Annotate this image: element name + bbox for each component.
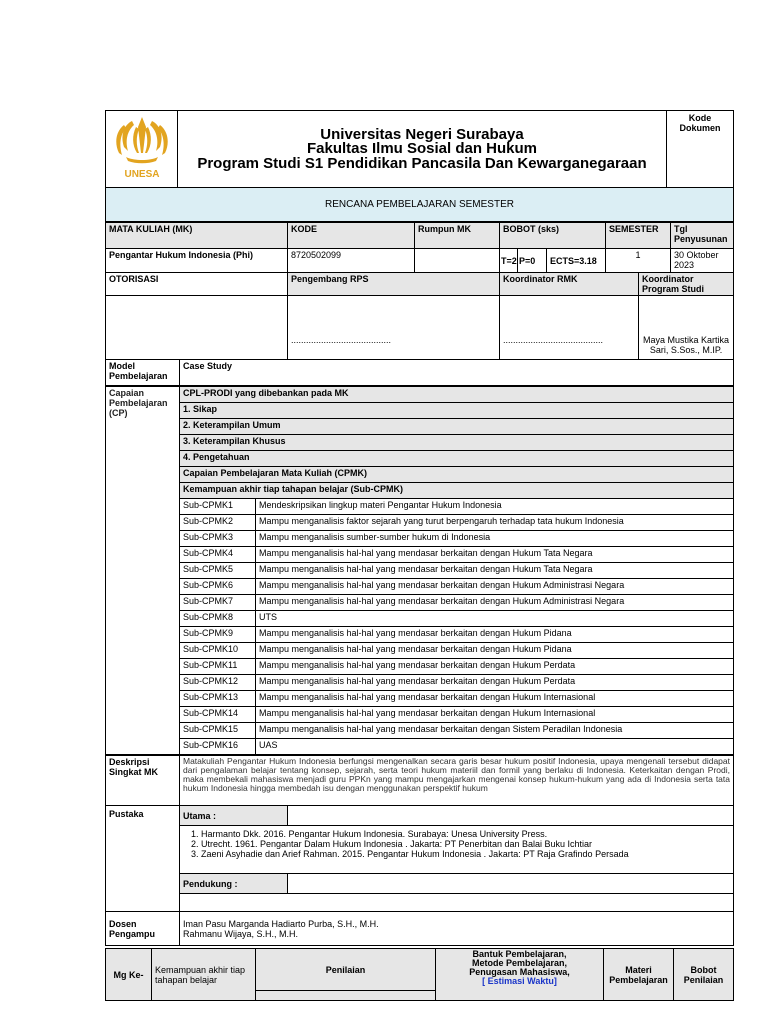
materi-header: Materi Pembelajaran [604, 949, 674, 1001]
cpmk-header: Capaian Pembelajaran Mata Kuliah (CPMK) [180, 467, 734, 483]
cpl-prodi-header: CPL-PRODI yang dibebankan pada MK [180, 387, 734, 403]
model-value: Case Study [180, 360, 734, 386]
estimasi-waktu: [ Estimasi Waktu] [482, 976, 557, 986]
tgl-header: Tgl Penyusunan [671, 223, 734, 249]
mg-header: Mg Ke- [106, 949, 152, 1001]
pustaka-label: Pustaka [106, 806, 180, 912]
schedule-header-table [105, 948, 734, 1001]
course-semester: 1 [606, 249, 671, 273]
sub-cpmk-desc: Mampu menganalisis hal-hal yang mendasar berkaitan dengan Hukum Internasional [256, 691, 734, 707]
penilaian-header: Penilaian [256, 949, 436, 991]
bantuk-header: Bantuk Pembelajaran, Metode Pembelajaran, Penugasan Mahasiswa, [ Estimasi Waktu] [436, 949, 604, 1001]
sub-cpmk-code: Sub-CPMK16 [180, 739, 256, 755]
sub-cpmk-code: Sub-CPMK3 [180, 531, 256, 547]
course-tgl: 30 Oktober 2023 [671, 249, 734, 273]
koordinator-rmk-header: Koordinator RMK [500, 273, 639, 296]
table-row [106, 675, 734, 691]
course-info-table [105, 222, 734, 386]
table-row [106, 739, 734, 755]
bobot-header: BOBOT (sks) [500, 223, 606, 249]
sub-cpmk-desc: Mampu menganalisis hal-hal yang mendasar berkaitan dengan Hukum Administrasi Negara [256, 595, 734, 611]
sub-cpmk-code: Sub-CPMK2 [180, 515, 256, 531]
sub-cpmk-desc: Mampu menganalisis hal-hal yang mendasar berkaitan dengan Hukum Administrasi Negara [256, 579, 734, 595]
sub-cpmk-code: Sub-CPMK15 [180, 723, 256, 739]
table-row [106, 515, 734, 531]
course-ects: ECTS=3.18 [547, 249, 606, 273]
rumpun-header: Rumpun MK [415, 223, 500, 249]
bobot-penilaian-header: Bobot Penilaian [674, 949, 734, 1001]
header-titles [178, 111, 667, 188]
kode-header: KODE [288, 223, 415, 249]
sub-cpmk-desc: Mampu menganalisis faktor sejarah yang turut berpengaruh terhadap tata hukum Indonesia [256, 515, 734, 531]
sub-cpmk-desc: Mampu menganalisis hal-hal yang mendasar berkaitan dengan Hukum Tata Negara [256, 547, 734, 563]
sub-cpmk-code: Sub-CPMK13 [180, 691, 256, 707]
otorisasi-blank [106, 296, 288, 360]
deskripsi-label: Deskripsi Singkat MK [106, 756, 180, 806]
table-row [106, 547, 734, 563]
ket-khusus-header: 3. Keterampilan Khusus [180, 435, 734, 451]
cp-label: Capaian Pembelajaran (CP) [106, 387, 180, 755]
faculty-name: Fakultas Ilmu Sosial dan Hukum [306, 140, 538, 157]
sikap-header: 1. Sikap [180, 403, 734, 419]
pengetahuan-header: 4. Pengetahuan [180, 451, 734, 467]
sub-cpmk-code: Sub-CPMK5 [180, 563, 256, 579]
list-item: 1. Harmanto Dkk. 2016. Pengantar Hukum Indonesia. Surabaya: Unesa University Press. [201, 829, 730, 839]
table-row [106, 643, 734, 659]
program-name: Program Studi S1 Pendidikan Pancasila Dan Kewarganegaraan [197, 155, 647, 172]
sub-cpmk-desc: Mampu menganalisis hal-hal yang mendasar berkaitan dengan Sistem Peradilan Indonesia [256, 723, 734, 739]
list-item: 2. Utrecht. 1961. Pengantar Dalam Hukum Indonesia . Jakarta: PT Penerbitan dan Balai Buku Ichtiar [201, 839, 730, 849]
table-row [106, 627, 734, 643]
deskripsi-pustaka-table [105, 755, 734, 946]
sub-cpmk-code: Sub-CPMK11 [180, 659, 256, 675]
sub-cpmk-code: Sub-CPMK8 [180, 611, 256, 627]
ket-umum-header: 2. Keterampilan Umum [180, 419, 734, 435]
semester-header: SEMESTER [606, 223, 671, 249]
table-row [106, 659, 734, 675]
university-name: Universitas Negeri Surabaya [320, 126, 524, 143]
utama-blank [288, 806, 734, 826]
table-row [106, 723, 734, 739]
unesa-logo [106, 111, 178, 188]
list-item: 3. Zaeni Asyhadie dan Arief Rahman. 2015. Pengantar Hukum Indonesia . Jakarta: PT Raja Grafindo Persada [201, 849, 730, 859]
sub-cpmk-desc: Mampu menganalisis hal-hal yang mendasar berkaitan dengan Hukum Tata Negara [256, 563, 734, 579]
utama-label: Utama : [180, 806, 288, 826]
pengembang-header: Pengembang RPS [288, 273, 500, 296]
document-header [105, 110, 734, 222]
course-t: T=2 [500, 249, 518, 273]
sub-cpmk-desc: Mampu menganalisis sumber-sumber hukum di Indonesia [256, 531, 734, 547]
koordinator-prodi-name: Maya Mustika Kartika Sari, S.Sos., M.IP. [639, 296, 734, 360]
koordinator-rmk-signature: ........................................ [500, 296, 639, 360]
pendukung-content [180, 894, 734, 912]
logo-text: UNESA [123, 169, 160, 180]
table-row [106, 563, 734, 579]
unesa-emblem-icon [110, 113, 174, 183]
table-row [106, 579, 734, 595]
dosen-name: Iman Pasu Marganda Hadiarto Purba, S.H., M.H. [183, 918, 379, 929]
cp-table [105, 386, 734, 755]
sub-cpmk-desc: Mampu menganalisis hal-hal yang mendasar berkaitan dengan Hukum Perdata [256, 675, 734, 691]
pendukung-blank [288, 874, 734, 894]
table-row [106, 691, 734, 707]
dosen-names [180, 912, 734, 946]
sub-cpmk-code: Sub-CPMK9 [180, 627, 256, 643]
kemampuan-header: Kemampuan akhir tiap tahapan belajar [152, 949, 256, 1001]
sub-cpmk-code: Sub-CPMK7 [180, 595, 256, 611]
sub-cpmk-desc: UTS [256, 611, 734, 627]
mk-header: MATA KULIAH (MK) [106, 223, 288, 249]
model-label: Model Pembelajaran [106, 360, 180, 386]
sub-cpmk-desc: Mampu menganalisis hal-hal yang mendasar berkaitan dengan Hukum Internasional [256, 707, 734, 723]
dosen-label: Dosen Pengampu [106, 912, 180, 946]
otorisasi-label: OTORISASI [106, 273, 288, 296]
kode-dokumen-label: Kode Dokumen [667, 111, 734, 188]
course-p: P=0 [518, 249, 547, 273]
sub-cpmk-code: Sub-CPMK12 [180, 675, 256, 691]
pendukung-label: Pendukung : [180, 874, 288, 894]
table-row [106, 595, 734, 611]
penilaian-subheader [256, 991, 436, 1001]
sub-cpmk-desc: UAS [256, 739, 734, 755]
table-row [106, 499, 734, 515]
course-kode: 8720502099 [288, 249, 415, 273]
dosen-name: Rahmanu Wijaya, S.H., M.H. [183, 928, 299, 939]
sub-cpmk-code: Sub-CPMK10 [180, 643, 256, 659]
sub-cpmk-header: Kemampuan akhir tiap tahapan belajar (Sub-CPMK) [180, 483, 734, 499]
sub-cpmk-desc: Mampu menganalisis hal-hal yang mendasar berkaitan dengan Hukum Perdata [256, 659, 734, 675]
pengembang-signature: ........................................ [288, 296, 500, 360]
sub-cpmk-desc: Mendeskripsikan lingkup materi Pengantar Hukum Indonesia [256, 499, 734, 515]
table-row [106, 707, 734, 723]
sub-cpmk-code: Sub-CPMK4 [180, 547, 256, 563]
sub-cpmk-code: Sub-CPMK6 [180, 579, 256, 595]
sub-cpmk-code: Sub-CPMK14 [180, 707, 256, 723]
table-row [106, 611, 734, 627]
koordinator-prodi-header: Koordinator Program Studi [639, 273, 734, 296]
deskripsi-text: Matakuliah Pengantar Hukum Indonesia berfungsi mengenalkan secara garis besar hukum positif Indonesia, upaya mengenali tersebut didapat dari pengalaman belajar tentang konsep, sejarah, serta teori hukum materiil dan formil yang berlaku di Indonesia. Keterkaitan dengan Prodi, maka membekali mahasiswa menjadi guru PPKn yang mampu mengajarkan mengenai konsep hukum-hukum yang ada di Indonesia serta tata hukum Indonesia hingga membedah isu dengan menggunakan perspektif hukum [180, 756, 734, 806]
pustaka-list [180, 826, 734, 874]
sub-cpmk-desc: Mampu menganalisis hal-hal yang mendasar berkaitan dengan Hukum Pidana [256, 627, 734, 643]
rps-document [105, 110, 733, 1024]
table-row [106, 531, 734, 547]
sub-cpmk-desc: Mampu menganalisis hal-hal yang mendasar berkaitan dengan Hukum Pidana [256, 643, 734, 659]
sub-cpmk-code: Sub-CPMK1 [180, 499, 256, 515]
document-title: RENCANA PEMBELAJARAN SEMESTER [106, 188, 734, 222]
course-rumpun [415, 249, 500, 273]
course-name: Pengantar Hukum Indonesia (Phi) [106, 249, 288, 273]
